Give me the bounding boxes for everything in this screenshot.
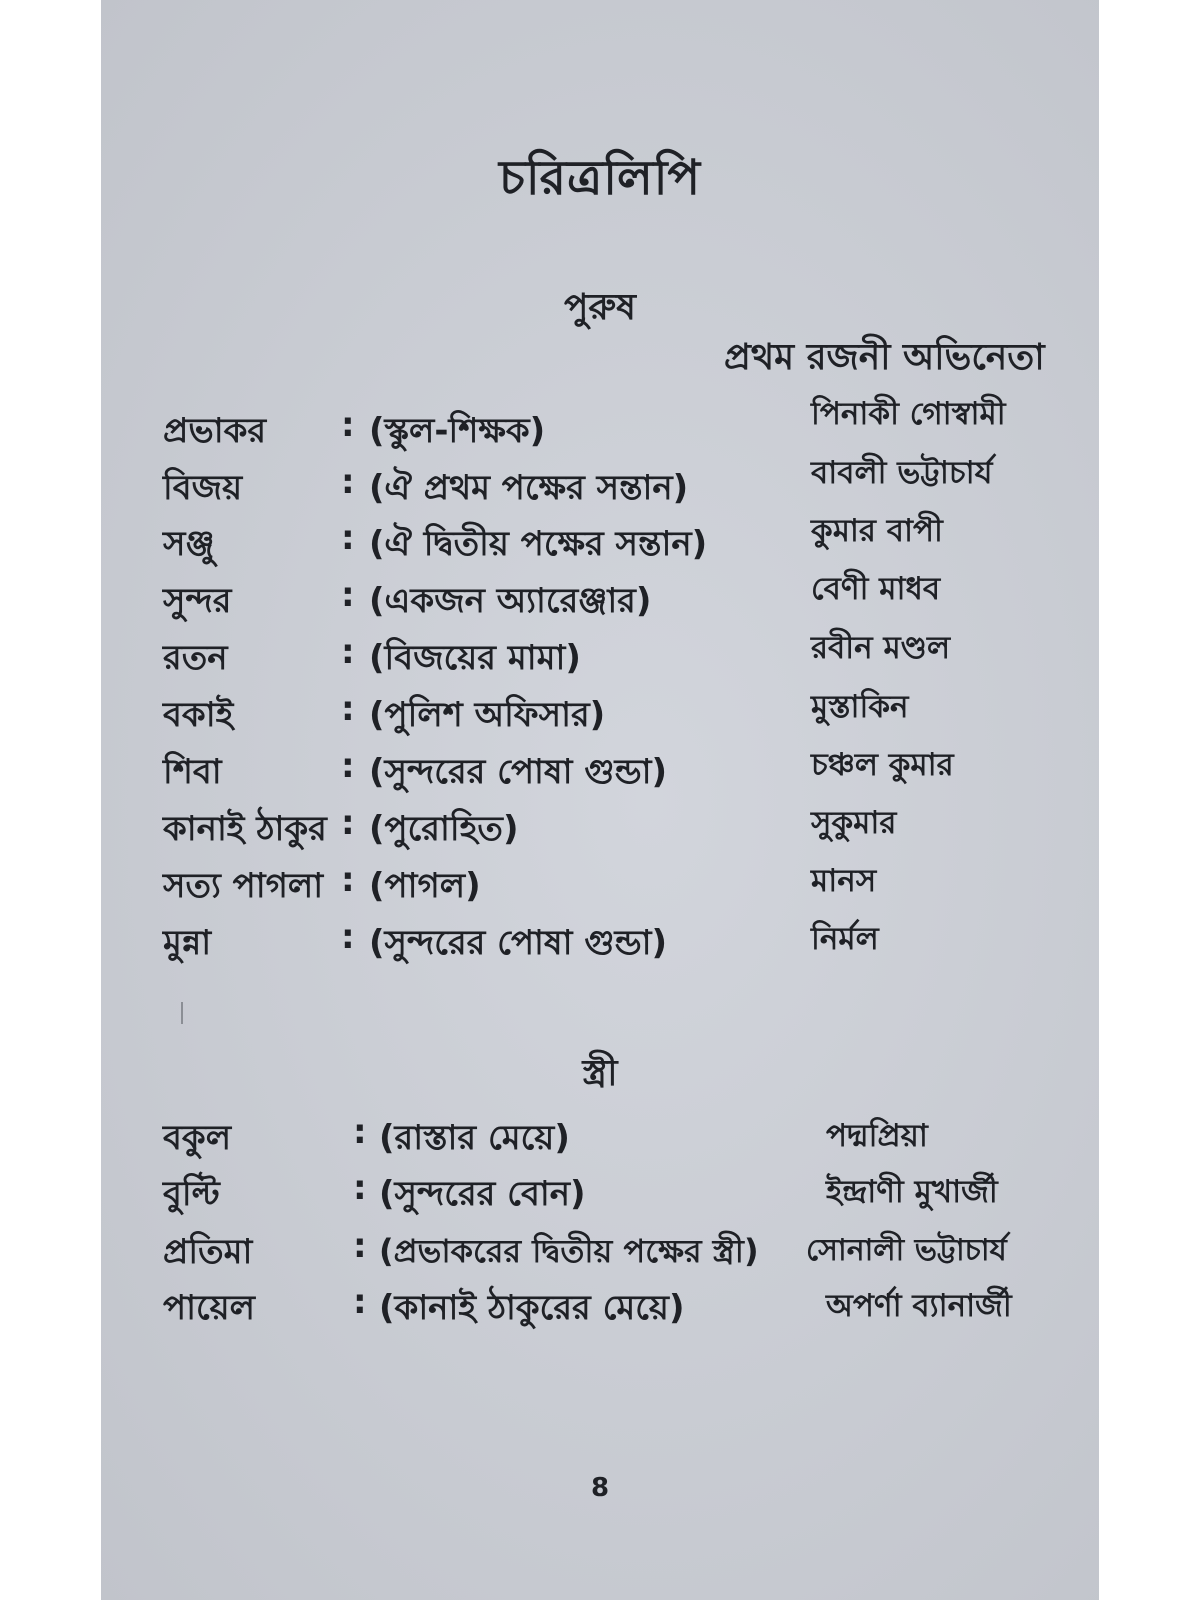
character-row [101, 1168, 1099, 1226]
character-description: (একজন অ্যারেঞ্জার) [369, 581, 652, 621]
actor-name: পিনাকী গোস্বামী [811, 396, 1006, 432]
character-description: (ঐ প্রথম পক্ষের সন্তান) [369, 468, 689, 508]
actor-name: ইন্দ্রাণী মুখার্জী [826, 1174, 998, 1210]
character-description: (প্রভাকরের দ্বিতীয় পক্ষের স্ত্রী) [379, 1232, 759, 1270]
character-name: বিজয় [163, 468, 243, 508]
character-row [101, 917, 1099, 975]
page-number: 8 [590, 1473, 610, 1503]
character-name: বকাই [163, 695, 234, 735]
character-row [101, 746, 1099, 804]
character-row [101, 513, 1099, 576]
separator-colon: : [341, 917, 355, 957]
actor-name: মানস [811, 863, 877, 899]
character-description: (সুন্দরের পোষা গুন্ডা) [369, 752, 668, 792]
separator-colon: : [341, 632, 355, 672]
separator-colon: : [341, 405, 355, 445]
separator-colon: : [341, 462, 355, 502]
actor-name: বাবলী ভট্টাচার্য [811, 455, 993, 491]
character-description: (স্কুল-শিক্ষক) [369, 411, 546, 451]
character-name: কানাই ঠাকুর [163, 809, 327, 849]
actor-name: রবীন মণ্ডল [811, 630, 951, 666]
separator-colon: : [353, 1282, 367, 1322]
character-row [101, 1226, 1099, 1284]
character-name: সত্য পাগলা [163, 866, 324, 906]
character-row [101, 1112, 1099, 1170]
actor-name: কুমার বাপী [811, 513, 943, 549]
character-description: (কানাই ঠাকুরের মেয়ে) [379, 1288, 685, 1328]
character-name: পায়েল [163, 1288, 255, 1328]
character-description: (সুন্দরের বোন) [379, 1174, 586, 1214]
character-name: সঞ্জু [163, 524, 215, 564]
stray-ink-mark [181, 1002, 183, 1024]
character-description: (সুন্দরের পোষা গুন্ডা) [369, 923, 668, 963]
actor-name: সুকুমার [811, 805, 897, 841]
character-name: প্রভাকর [163, 411, 267, 451]
character-name: সুন্দর [163, 581, 232, 621]
character-name: প্রতিমা [163, 1232, 253, 1272]
character-row [101, 632, 1099, 690]
actor-name: নির্মল [811, 921, 879, 957]
character-name: বুল্টি [163, 1174, 220, 1214]
character-name: মুন্না [163, 923, 212, 963]
separator-colon: : [353, 1168, 367, 1208]
actor-name: বেণী মাধব [811, 571, 941, 607]
character-description: (পুলিশ অফিসার) [369, 695, 606, 735]
character-description: (পুরোহিত) [369, 809, 519, 849]
separator-colon: : [341, 575, 355, 615]
separator-colon: : [353, 1226, 367, 1266]
character-name: রতন [163, 638, 228, 678]
separator-colon: : [353, 1112, 367, 1152]
actor-name: সোনালী ভট্টাচার্য [806, 1233, 1007, 1268]
separator-colon: : [341, 746, 355, 786]
separator-colon: : [341, 518, 355, 558]
male-section-heading: পুরুষ [564, 287, 636, 328]
character-description: (রাস্তার মেয়ে) [379, 1118, 570, 1158]
character-description: (ঐ দ্বিতীয় পক্ষের সন্তান) [369, 524, 708, 564]
character-row [101, 860, 1099, 918]
character-description: (পাগল) [369, 866, 481, 906]
book-page [101, 0, 1099, 1600]
separator-colon: : [341, 860, 355, 900]
character-description: (বিজয়ের মামা) [369, 638, 581, 678]
character-name: বকুল [163, 1118, 232, 1158]
actor-name: চঞ্চল কুমার [811, 747, 954, 783]
actor-name: পদ্মপ্রিয়া [826, 1118, 928, 1154]
character-row [101, 1282, 1099, 1340]
character-row [101, 803, 1099, 861]
character-name: শিবা [163, 752, 222, 792]
separator-colon: : [341, 689, 355, 729]
actor-name: মুস্তাকিন [811, 689, 909, 725]
page-title: চরিত্রলিপি [498, 150, 702, 206]
character-row [101, 455, 1099, 520]
female-section-heading: স্ত্রী [582, 1053, 618, 1094]
character-row [101, 689, 1099, 747]
actor-name: অপর্ণা ব্যানার্জী [826, 1288, 1012, 1324]
separator-colon: : [341, 803, 355, 843]
first-night-cast-heading: প্রথম রজনী অভিনেতা [724, 337, 1045, 378]
